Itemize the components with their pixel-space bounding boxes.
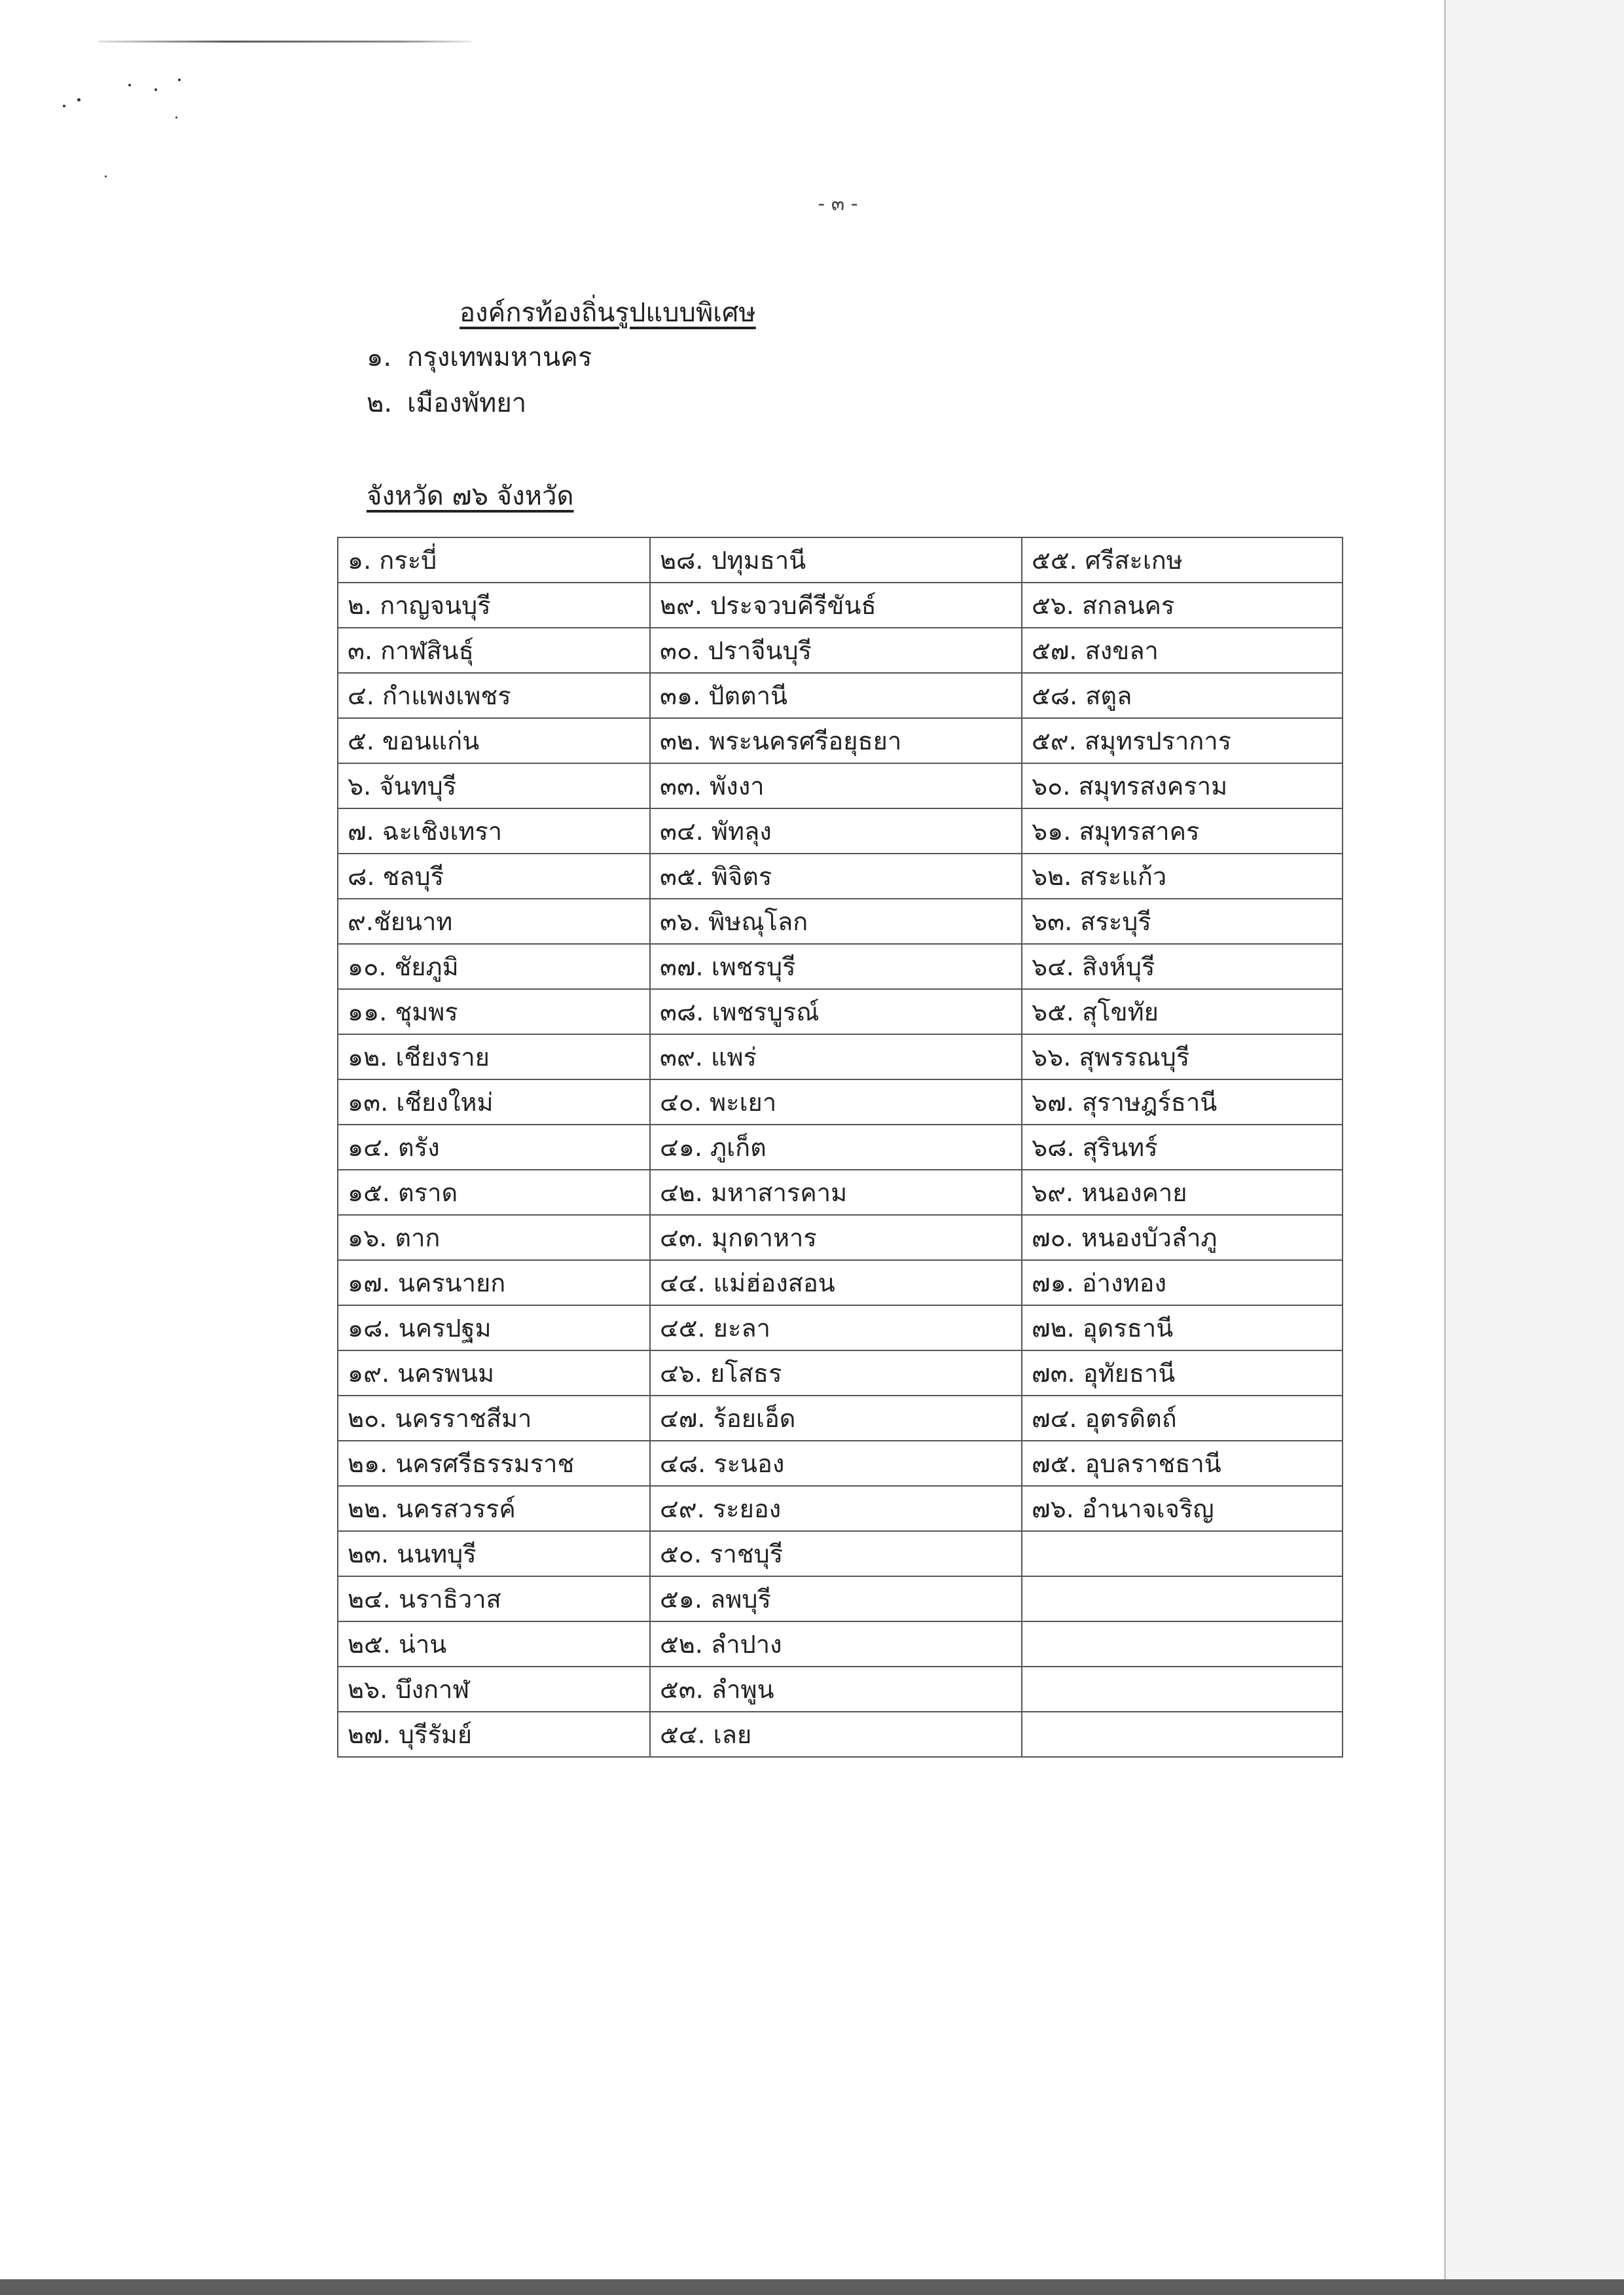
scan-speck [154,88,157,91]
table-row [338,1079,1343,1125]
province-cell: ๖. จันทบุรี [338,763,650,808]
scan-artifact-line [98,41,471,43]
province-cell: ๕๔. เลย [650,1712,1022,1757]
scan-speck [128,84,131,86]
table-row [338,1034,1343,1079]
table-row [338,718,1343,763]
province-cell: ๒๑. นครศรีธรรมราช [338,1441,650,1486]
province-cell: ๕๖. สกลนคร [1022,583,1343,628]
province-cell: ๗๒. อุดรธานี [1022,1305,1343,1350]
table-row [338,763,1343,808]
province-cell: ๑๘. นครปฐม [338,1305,650,1350]
scan-speck [105,175,107,177]
province-cell: ๓๖. พิษณุโลก [650,899,1022,944]
province-cell: ๕๐. ราชบุรี [650,1531,1022,1576]
table-row [338,1531,1343,1576]
table-row [338,1125,1343,1170]
special-org-number: ๑. [367,342,392,372]
province-cell: ๕๕. ศรีสะเกษ [1022,537,1343,583]
provinces-table [337,537,1343,1758]
province-cell: ๓๗. เพชรบุรี [650,944,1022,989]
page-number: - ๓ - [818,192,858,215]
province-cell: ๔๕. ยะลา [650,1305,1022,1350]
table-row [338,628,1343,673]
province-cell [1022,1576,1343,1621]
province-cell: ๒. กาญจนบุรี [338,583,650,628]
table-row [338,1305,1343,1350]
province-cell [1022,1667,1343,1712]
province-cell: ๒๘. ปทุมธานี [650,537,1022,583]
scan-speck [178,79,181,81]
province-cell: ๑. กระบี่ [338,537,650,583]
province-cell: ๒๓. นนทบุรี [338,1531,650,1576]
province-cell: ๒๔. นราธิวาส [338,1576,650,1621]
province-cell: ๖๔. สิงห์บุรี [1022,944,1343,989]
province-cell: ๔๐. พะเยา [650,1079,1022,1125]
province-cell: ๗๖. อำนาจเจริญ [1022,1486,1343,1531]
table-row [338,899,1343,944]
scan-speck [77,98,81,101]
province-cell: ๖๐. สมุทรสงคราม [1022,763,1343,808]
province-cell [1022,1621,1343,1667]
province-cell: ๗๐. หนองบัวลำภู [1022,1215,1343,1260]
province-cell: ๓๕. พิจิตร [650,854,1022,899]
province-cell: ๕. ขอนแก่น [338,718,650,763]
province-cell: ๓๓. พังงา [650,763,1022,808]
province-cell: ๓๑. ปัตตานี [650,673,1022,718]
province-cell: ๗๓. อุทัยธานี [1022,1350,1343,1396]
table-row [338,1621,1343,1667]
table-row [338,1712,1343,1757]
table-row [338,1260,1343,1305]
province-cell [1022,1531,1343,1576]
provinces-table-body [338,537,1343,1757]
table-row [338,537,1343,583]
scanner-bottom-strip [0,2279,1624,2295]
province-cell: ๒๕. น่าน [338,1621,650,1667]
province-cell: ๔๑. ภูเก็ต [650,1125,1022,1170]
province-cell: ๓๘. เพชรบูรณ์ [650,989,1022,1034]
province-cell: ๑๑. ชุมพร [338,989,650,1034]
special-org-item [367,336,592,378]
province-cell: ๕๙. สมุทรปราการ [1022,718,1343,763]
table-row [338,1576,1343,1621]
province-cell: ๓๙. แพร่ [650,1034,1022,1079]
province-cell: ๖๘. สุรินทร์ [1022,1125,1343,1170]
province-cell: ๔๗. ร้อยเอ็ด [650,1396,1022,1441]
special-org-number: ๒. [367,388,393,418]
scan-speck [63,105,65,107]
table-row [338,1396,1343,1441]
province-cell: ๓. กาฬสินธุ์ [338,628,650,673]
province-cell: ๕๓. ลำพูน [650,1667,1022,1712]
table-row [338,1667,1343,1712]
province-cell: ๑๐. ชัยภูมิ [338,944,650,989]
province-cell: ๑๓. เชียงใหม่ [338,1079,650,1125]
page-margin [1446,0,1624,2295]
table-row [338,673,1343,718]
province-cell: ๗๔. อุตรดิตถ์ [1022,1396,1343,1441]
province-cell: ๗๕. อุบลราชธานี [1022,1441,1343,1486]
province-cell: ๓๐. ปราจีนบุรี [650,628,1022,673]
province-cell: ๘. ชลบุรี [338,854,650,899]
province-cell: ๖๒. สระแก้ว [1022,854,1343,899]
province-cell: ๕๗. สงขลา [1022,628,1343,673]
province-cell: ๑๗. นครนายก [338,1260,650,1305]
page-edge [1444,0,1446,2295]
province-cell: ๓๒. พระนครศรีอยุธยา [650,718,1022,763]
province-cell: ๑๕. ตราด [338,1170,650,1215]
province-cell: ๙.ชัยนาท [338,899,650,944]
province-cell: ๔๓. มุกดาหาร [650,1215,1022,1260]
table-row [338,583,1343,628]
province-cell: ๕๑. ลพบุรี [650,1576,1022,1621]
province-cell: ๖๖. สุพรรณบุรี [1022,1034,1343,1079]
province-cell: ๒๐. นครราชสีมา [338,1396,650,1441]
province-cell: ๑๔. ตรัง [338,1125,650,1170]
province-cell: ๗๑. อ่างทอง [1022,1260,1343,1305]
province-cell: ๔๒. มหาสารคาม [650,1170,1022,1215]
province-cell: ๑๙. นครพนม [338,1350,650,1396]
table-row [338,1486,1343,1531]
province-cell: ๒๗. บุรีรัมย์ [338,1712,650,1757]
province-cell: ๑๖. ตาก [338,1215,650,1260]
province-cell: ๖๓. สระบุรี [1022,899,1343,944]
province-cell: ๖๗. สุราษฎร์ธานี [1022,1079,1343,1125]
province-cell [1022,1712,1343,1757]
province-cell: ๒๙. ประจวบคีรีขันธ์ [650,583,1022,628]
table-row [338,854,1343,899]
province-cell: ๖๑. สมุทรสาคร [1022,808,1343,854]
province-cell: ๕๒. ลำปาง [650,1621,1022,1667]
province-cell: ๒๖. บึงกาฬ [338,1667,650,1712]
province-cell: ๔. กำแพงเพชร [338,673,650,718]
province-cell: ๕๘. สตูล [1022,673,1343,718]
province-cell: ๔๘. ระนอง [650,1441,1022,1486]
table-row [338,1350,1343,1396]
table-row [338,944,1343,989]
table-row [338,989,1343,1034]
province-cell: ๗. ฉะเชิงเทรา [338,808,650,854]
province-cell: ๒๒. นครสวรรค์ [338,1486,650,1531]
table-row [338,808,1343,854]
province-cell: ๔๖. ยโสธร [650,1350,1022,1396]
province-cell: ๖๕. สุโขทัย [1022,989,1343,1034]
table-row [338,1170,1343,1215]
table-row [338,1215,1343,1260]
scan-speck [175,117,177,118]
special-org-item [367,382,526,424]
special-local-org-heading: องค์กรท้องถิ่นรูปแบบพิเศษ [460,298,756,328]
table-row [338,1441,1343,1486]
province-cell: ๓๔. พัทลุง [650,808,1022,854]
special-org-name: เมืองพัทยา [407,388,527,418]
province-cell: ๑๒. เชียงราย [338,1034,650,1079]
province-cell: ๖๙. หนองคาย [1022,1170,1343,1215]
province-cell: ๔๔. แม่ฮ่องสอน [650,1260,1022,1305]
provinces-heading: จังหวัด ๗๖ จังหวัด [367,481,574,511]
province-cell: ๔๙. ระยอง [650,1486,1022,1531]
special-org-name: กรุงเทพมหานคร [407,342,592,372]
